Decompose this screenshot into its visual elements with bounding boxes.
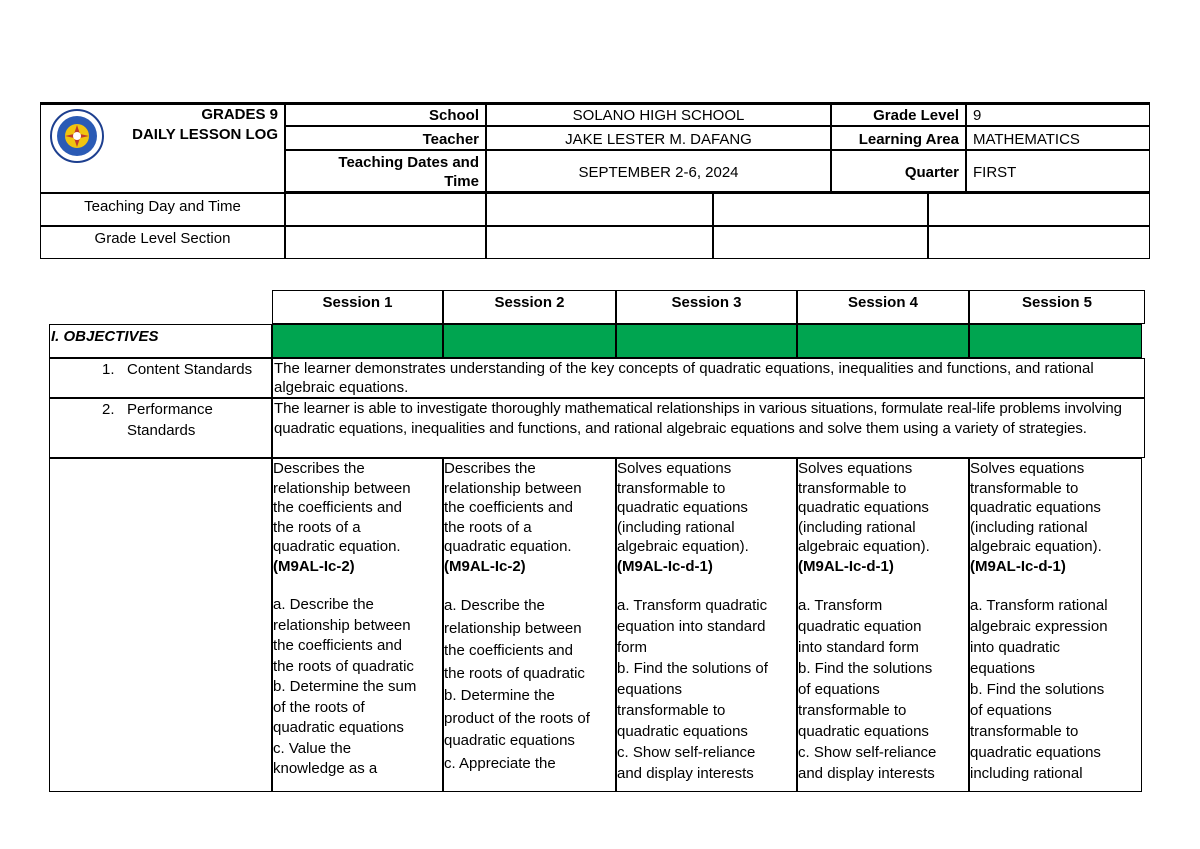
competency-cell-3 (616, 458, 797, 792)
objectives-fill-5 (969, 324, 1142, 358)
objectives-label: I. OBJECTIVES (49, 324, 272, 358)
competency-1-objectives: a. Describe the relationship between the coefficients and the roots of quadratic b. Determine the sum of the roots of quadratic equations c. Value the knowledge as a (273, 596, 417, 777)
performance-standards-number: 2. (102, 401, 115, 418)
teaching-dates-label: Teaching Dates and Time (285, 150, 486, 193)
grade-level-value: 9 (966, 104, 1150, 126)
quarter-value: FIRST (966, 150, 1150, 193)
competency-5-code: (M9AL-Ic-d-1) (970, 557, 1066, 575)
session-header-2: Session 2 (443, 290, 616, 324)
content-standards-number: 1. (102, 361, 115, 378)
objectives-fill-4 (797, 324, 969, 358)
grade-level-label: Grade Level (831, 104, 966, 126)
section-cell-4 (928, 226, 1150, 259)
day-time-cell-4 (928, 193, 1150, 226)
content-standards-label-cell (49, 358, 272, 398)
session-header-4: Session 4 (797, 290, 969, 324)
competencies-label-cell (49, 458, 272, 792)
title-cell (40, 104, 285, 193)
competency-4-code: (M9AL-Ic-d-1) (798, 557, 894, 575)
competency-4-objectives: a. Transform quadratic equation into standard form b. Find the solutions of equations transformable to quadratic equations c. Show self-reliance and display interests (798, 597, 937, 782)
quarter-label: Quarter (831, 150, 966, 193)
competency-5-objectives: a. Transform rational algebraic expression into quadratic equations b. Find the solutions of equations transformable to quadratic equations including rational (970, 597, 1108, 782)
learning-area-value: MATHEMATICS (966, 126, 1150, 150)
competency-3-main: Solves equations transformable to quadratic equations (including rational algebraic equation). (617, 460, 749, 555)
teacher-label: Teacher (285, 126, 486, 150)
session-header-5: Session 5 (969, 290, 1145, 324)
competency-cell-4 (797, 458, 969, 792)
day-time-cell-3 (713, 193, 928, 226)
competency-cell-2 (443, 458, 616, 792)
session-header-3: Session 3 (616, 290, 797, 324)
competency-2-objectives: a. Describe the relationship between the coefficients and the roots of quadratic b. Determine the product of the roots of quadratic equations c. Appreciate the (444, 597, 590, 772)
competency-5-main: Solves equations transformable to quadratic equations (including rational algebraic equation). (970, 460, 1102, 555)
section-cell-2 (486, 226, 713, 259)
competency-cell-5 (969, 458, 1142, 792)
objectives-fill-1 (272, 324, 443, 358)
section-cell-3 (713, 226, 928, 259)
title-grades: GRADES 9 (201, 106, 278, 123)
school-label: School (285, 104, 486, 126)
school-value: SOLANO HIGH SCHOOL (486, 104, 831, 126)
objectives-fill-2 (443, 324, 616, 358)
competency-1-main: Describes the relationship between the coefficients and the roots of a quadratic equation. (273, 460, 411, 555)
content-standards-label: Content Standards (127, 361, 253, 378)
competency-2-code: (M9AL-Ic-2) (444, 557, 526, 575)
title-daily-lesson-log: DAILY LESSON LOG (132, 126, 278, 143)
day-time-cell-2 (486, 193, 713, 226)
teaching-day-time-label: Teaching Day and Time (40, 193, 285, 226)
content-standards-text: The learner demonstrates understanding of the key concepts of quadratic equations, inequalities and functions, and rational algebraic equations. (272, 358, 1145, 398)
competency-cell-1 (272, 458, 443, 792)
performance-standards-text: The learner is able to investigate thoroughly mathematical relationships in various situations, formulate real-life problems involving quadratic equations, inequalities and functions, and rational algebraic equations and solve them using a variety of strategies. (272, 398, 1145, 458)
competency-3-code: (M9AL-Ic-d-1) (617, 557, 713, 575)
performance-standards-label-cell (49, 398, 272, 458)
objectives-fill-3 (616, 324, 797, 358)
teaching-dates-value: SEPTEMBER 2-6, 2024 (486, 150, 831, 193)
section-cell-1 (285, 226, 486, 259)
learning-area-label: Learning Area (831, 126, 966, 150)
session-header-1: Session 1 (272, 290, 443, 324)
grade-level-section-label: Grade Level Section (40, 226, 285, 259)
competency-4-main: Solves equations transformable to quadratic equations (including rational algebraic equation). (798, 460, 930, 555)
competency-1-code: (M9AL-Ic-2) (273, 557, 355, 575)
deped-seal-icon (49, 108, 105, 164)
competency-2-main: Describes the relationship between the coefficients and the roots of a quadratic equation. (444, 460, 582, 555)
day-time-cell-1 (285, 193, 486, 226)
performance-standards-label: Performance Standards (127, 401, 213, 439)
competency-3-objectives: a. Transform quadratic equation into standard form b. Find the solutions of equations transformable to quadratic equations c. Show self-reliance and display interests (617, 597, 768, 782)
teacher-value: JAKE LESTER M. DAFANG (486, 126, 831, 150)
